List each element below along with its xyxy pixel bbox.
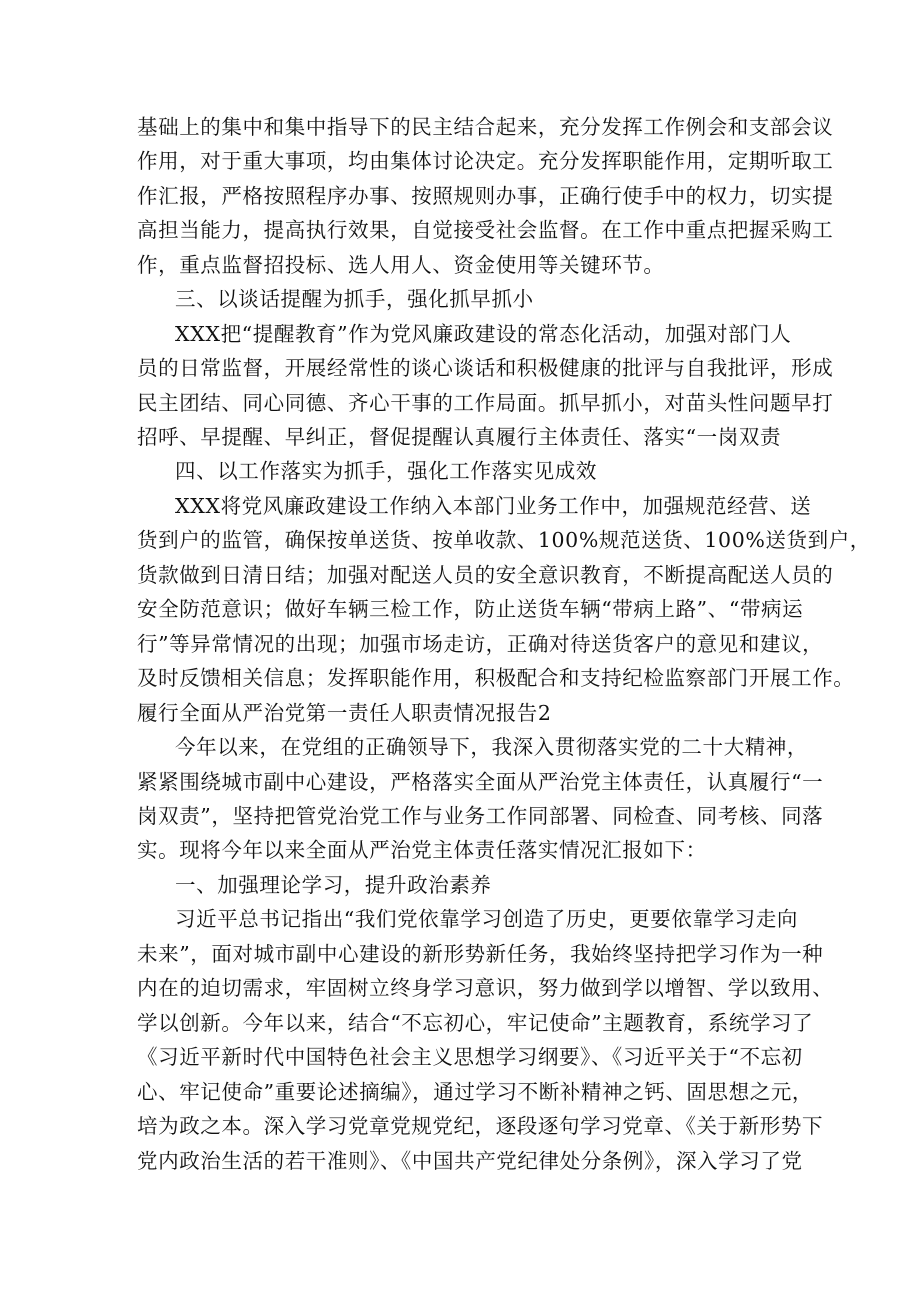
- text-line: 作，重点监督招投标、选人用人、资金使用等关键环节。: [137, 253, 665, 277]
- text-line: 员的日常监督，开展经常性的谈心谈话和积极健康的批评与自我批评，形成: [137, 356, 834, 380]
- text-line: 学以创新。今年以来，结合“不忘初心，牢记使命”主题教育，系统学习了: [137, 1011, 814, 1035]
- section-heading: 三、以谈话提醒为抓手，强化抓早抓小: [175, 287, 534, 311]
- text-line: 内在的迫切需求，牢固树立终身学习意识，努力做到学以增智、学以致用、: [137, 976, 834, 1000]
- text-line: 民主团结、同心同德、齐心干事的工作局面。抓早抓小，对苗头性问题早打: [137, 391, 834, 415]
- text-line: 货款做到日清日结；加强对配送人员的安全意识教育，不断提高配送人员的: [137, 563, 834, 587]
- text-line: 行”等异常情况的出现；加强市场走访，正确对待送货客户的意见和建议，: [137, 632, 824, 656]
- text-line: 心、牢记使命”重要论述摘编》，通过学习不断补精神之钙、固思想之元，: [137, 1080, 814, 1104]
- text-line: 习近平总书记指出“我们党依靠学习创造了历史，更要依靠学习走向: [175, 907, 798, 931]
- text-line: 培为政之本。深入学习党章党规党纪，逐段逐句学习党章、《关于新形势下: [137, 1114, 824, 1138]
- text-line: 作汇报，严格按照程序办事、按照规则办事，正确行使手中的权力，切实提: [137, 184, 834, 208]
- text-line: 安全防范意识；做好车辆三检工作，防止送货车辆“带病上路”、“带病运: [137, 597, 804, 621]
- text-line: 作用，对于重大事项，均由集体讨论决定。充分发挥职能作用，定期听取工: [137, 149, 834, 173]
- text-line: 实。现将今年以来全面从严治党主体责任落实情况汇报如下：: [137, 838, 707, 862]
- text-line: 及时反馈相关信息；发挥职能作用，积极配合和支持纪检监察部门开展工作。: [137, 666, 855, 690]
- text-line: XXX把“提醒教育”作为党风廉政建设的常态化活动，加强对部门人: [175, 322, 792, 346]
- text-line: 招呼、早提醒、早纠正，督促提醒认真履行主体责任、落实“一岗双责: [137, 425, 782, 449]
- text-line: 《习近平新时代中国特色社会主义思想学习纲要》、《习近平关于“不忘初: [137, 1045, 803, 1069]
- text-line: 岗双责”，坚持把管党治党工作与业务工作同部署、同检查、同考核、同落: [137, 804, 824, 828]
- text-line: 紧紧围绕城市副中心建设，严格落实全面从严治党主体责任，认真履行“一: [137, 770, 824, 794]
- report-title: 履行全面从严治党第一责任人职责情况报告2: [137, 701, 552, 725]
- text-line: XXX将党风廉政建设工作纳入本部门业务工作中，加强规范经营、送: [175, 494, 812, 518]
- text-line: 今年以来，在党组的正确领导下，我深入贯彻落实党的二十大精神，: [175, 735, 808, 759]
- text-line: 货到户的监管，确保按单送货、按单收款、100%规范送货、100%送货到户，: [137, 528, 871, 552]
- text-line: 未来”，面对城市副中心建设的新形势新任务，我始终坚持把学习作为一种: [137, 942, 824, 966]
- text-line: 高担当能力，提高执行效果，自觉接受社会监督。在工作中重点把握采购工: [137, 218, 834, 242]
- text-line: 基础上的集中和集中指导下的民主结合起来，充分发挥工作例会和支部会议: [137, 115, 834, 139]
- section-heading: 一、加强理论学习，提升政治素养: [175, 873, 492, 897]
- section-heading: 四、以工作落实为抓手，强化工作落实见成效: [175, 459, 597, 483]
- text-line: 党内政治生活的若干准则》、《中国共产党纪律处分条例》，深入学习了党: [137, 1149, 803, 1173]
